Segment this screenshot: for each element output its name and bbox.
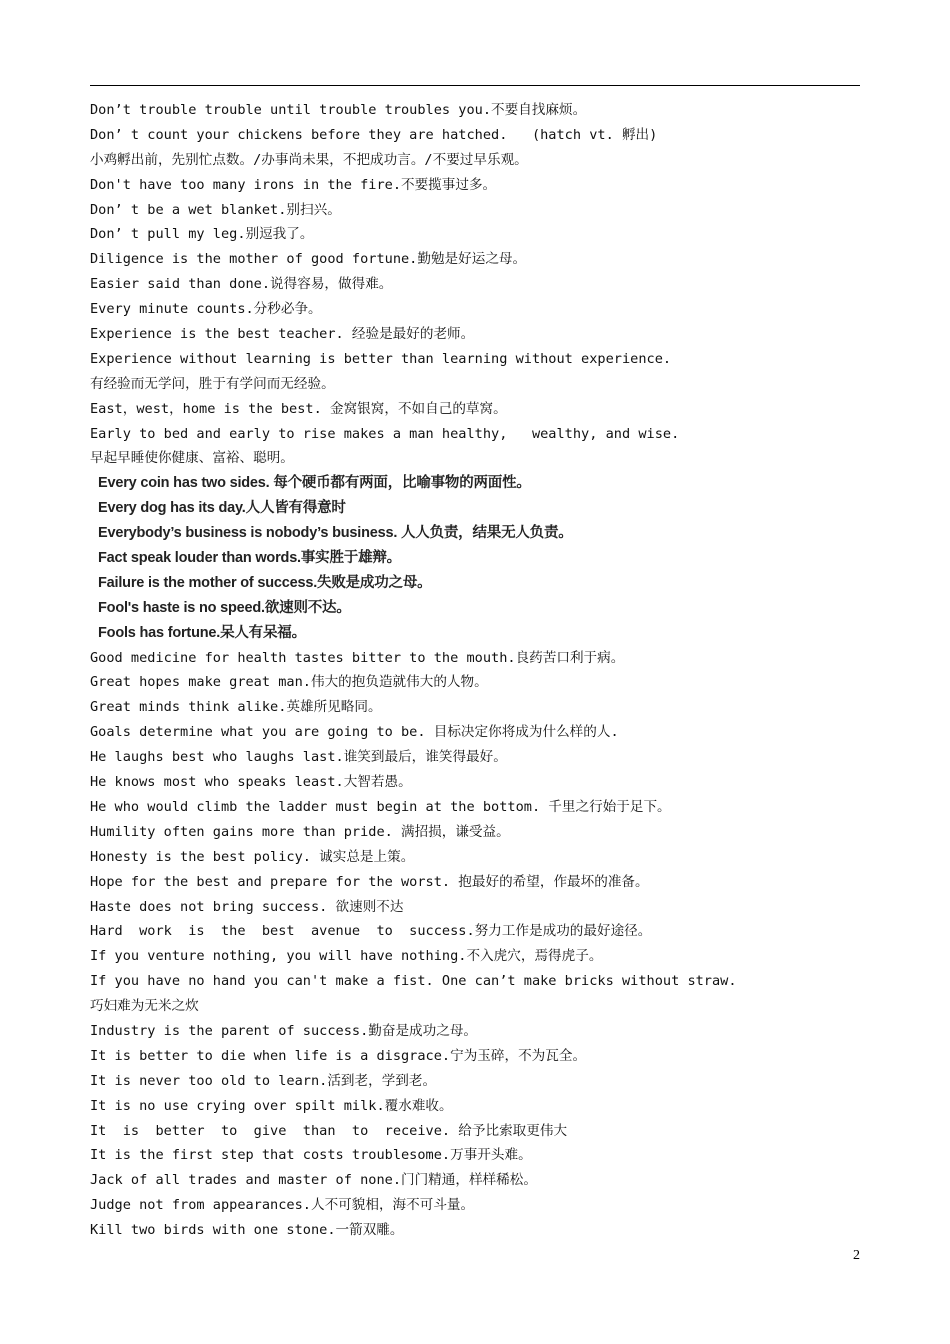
proverb-line: It is never too old to learn.活到老，学到老。 bbox=[90, 1072, 437, 1089]
proverb-line: Experience is the best teacher. 经验是最好的老师。 bbox=[90, 326, 475, 343]
proverb-line: Diligence is the mother of good fortune.勤勉是好运之母。 bbox=[90, 251, 527, 268]
proverb-line: Great minds think alike.英雄所见略同。 bbox=[90, 699, 382, 716]
proverb-line: Easier said than done.说得容易，做得难。 bbox=[90, 276, 393, 293]
proverb-line: It is better to die when life is a disgrace.宁为玉碎，不为瓦全。 bbox=[90, 1047, 587, 1064]
proverb-line: 早起早睡使你健康、富裕、聪明。 bbox=[90, 450, 294, 467]
proverb-line: It is the first step that costs troublesome.万事开头难。 bbox=[90, 1147, 532, 1164]
proverb-line: Every dog has its day.人人皆有得意时 bbox=[98, 500, 346, 517]
proverb-line: It is no use crying over spilt milk.覆水难收。 bbox=[90, 1097, 453, 1114]
proverb-line: Everybody’s business is nobody’s business. 人人负责，结果无人负责。 bbox=[98, 525, 573, 542]
proverb-line: Fact speak louder than words.事实胜于雄辩。 bbox=[98, 550, 401, 567]
proverb-line: Humility often gains more than pride. 满招损，谦受益。 bbox=[90, 823, 510, 840]
header-rule bbox=[90, 85, 860, 86]
proverb-line: Every coin has two sides. 每个硬币都有两面，比喻事物的两面性。 bbox=[98, 475, 531, 492]
proverb-line: Honesty is the best policy. 诚实总是上策。 bbox=[90, 848, 415, 865]
proverb-line: If you have no hand you can't make a fist. One can’t make bricks without straw. bbox=[90, 973, 737, 990]
page-number: 2 bbox=[853, 1248, 860, 1263]
proverb-list bbox=[90, 98, 860, 1243]
proverb-line: Every minute counts.分秒必争。 bbox=[90, 301, 322, 318]
proverb-line: Experience without learning is better than learning without experience. bbox=[90, 350, 672, 367]
proverb-line: Haste does not bring success. 欲速则不达 bbox=[90, 898, 404, 915]
proverb-line: Fool's haste is no speed.欲速则不达。 bbox=[98, 599, 351, 616]
proverb-line: Don’ t count your chickens before they are hatched. (hatch vt. 孵出) bbox=[90, 126, 658, 143]
proverb-line: Jack of all trades and master of none.门门精通，样样稀松。 bbox=[90, 1172, 537, 1189]
proverb-line: Hope for the best and prepare for the worst. 抱最好的希望，作最坏的准备。 bbox=[90, 873, 649, 890]
proverb-line: Judge not from appearances.人不可貌相，海不可斗量。 bbox=[90, 1197, 475, 1214]
proverb-line: Hard work is the best avenue to success.努力工作是成功的最好途径。 bbox=[90, 923, 652, 940]
proverb-line: Great hopes make great man.伟大的抱负造就伟大的人物。 bbox=[90, 674, 488, 691]
proverb-line: He laughs best who laughs last.谁笑到最后，谁笑得最好。 bbox=[90, 749, 507, 766]
proverb-line: Kill two birds with one stone.一箭双雕。 bbox=[90, 1222, 404, 1239]
proverb-line: Fools has fortune.呆人有呆福。 bbox=[98, 624, 306, 641]
proverb-line: He knows most who speaks least.大智若愚。 bbox=[90, 774, 412, 791]
proverb-line: Don’ t pull my leg.别逗我了。 bbox=[90, 226, 314, 243]
proverb-line: Don't have too many irons in the fire.不要揽事过多。 bbox=[90, 176, 497, 193]
proverb-line: Industry is the parent of success.勤奋是成功之母。 bbox=[90, 1022, 478, 1039]
proverb-line: Don’t trouble trouble until trouble troubles you.不要自找麻烦。 bbox=[90, 102, 587, 118]
proverb-line: Early to bed and early to rise makes a man healthy, wealthy, and wise. bbox=[90, 425, 680, 442]
proverb-line: Good medicine for health tastes bitter to the mouth.良药苦口利于病。 bbox=[90, 649, 625, 666]
proverb-line: Don’ t be a wet blanket.别扫兴。 bbox=[90, 201, 341, 218]
proverb-line: It is better to give than to receive. 给予比索取更伟大 bbox=[90, 1122, 568, 1139]
proverb-line: 有经验而无学问，胜于有学问而无经验。 bbox=[90, 375, 335, 392]
proverb-line: 巧妇难为无米之炊 bbox=[90, 998, 199, 1015]
proverb-line: Goals determine what you are going to be. 目标决定你将成为什么样的人. bbox=[90, 724, 619, 741]
proverb-line: If you venture nothing, you will have nothing.不入虎穴，焉得虎子。 bbox=[90, 948, 603, 965]
proverb-line: He who would climb the ladder must begin at the bottom. 千里之行始于足下。 bbox=[90, 798, 671, 815]
proverb-line: Failure is the mother of success.失败是成功之母。 bbox=[98, 574, 432, 591]
proverb-line: 小鸡孵出前，先别忙点数。/办事尚未果，不把成功言。/不要过早乐观。 bbox=[90, 151, 528, 168]
proverb-line: East，west，home is the best. 金窝银窝，不如自己的草窝。 bbox=[90, 400, 507, 417]
